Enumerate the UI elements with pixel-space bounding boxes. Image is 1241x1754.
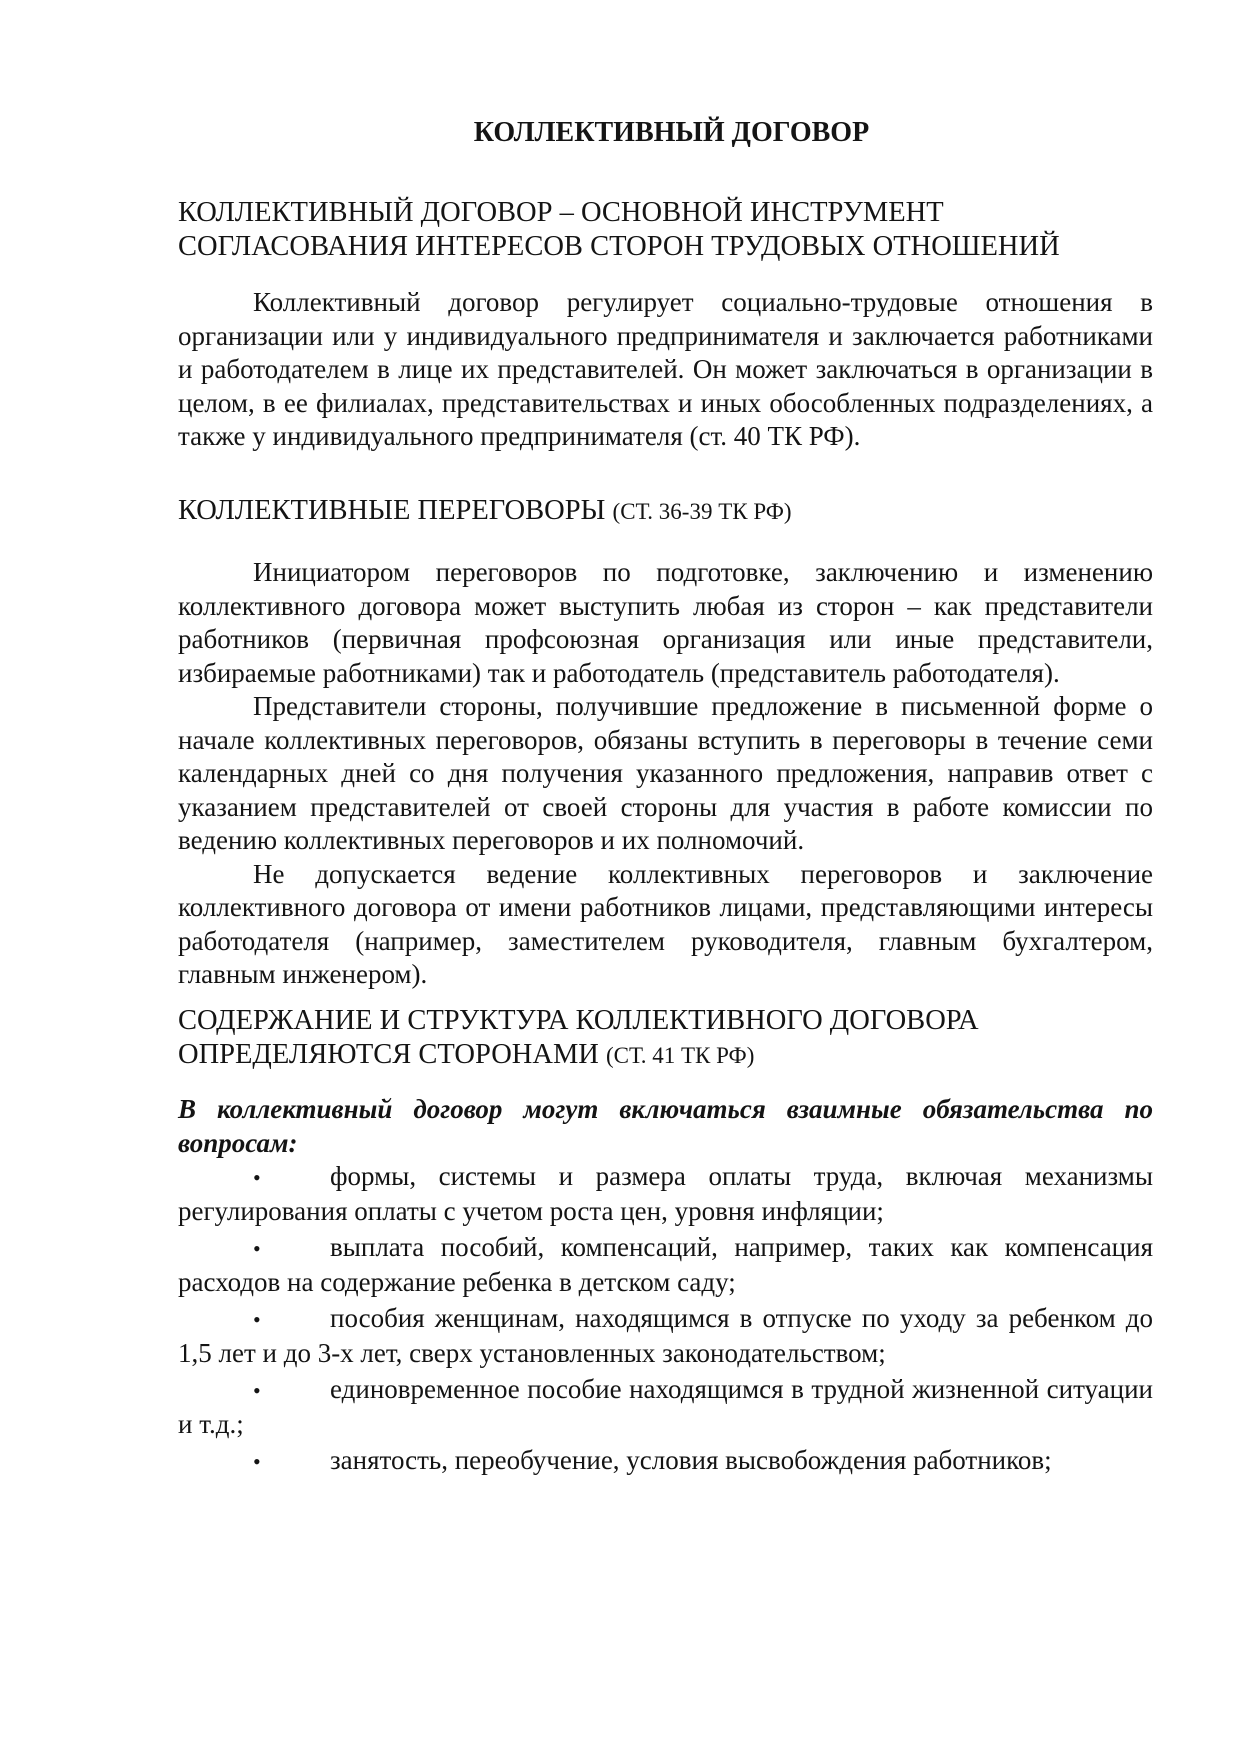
list-item: [178, 1373, 1153, 1441]
paragraph: Не допускается ведение коллективных переговоров и заключение коллективного договора от имени работников лицами, представляющими интересы работодателя (например, заместителем руководителя, главным бухгалтером, главным инженером).: [178, 858, 1153, 989]
section2-heading: [178, 494, 1153, 529]
list-item-text: формы, системы и размера оплаты труда, включая механизмы регулирования оплаты с учетом роста цен, уровня инфляции;: [178, 1161, 1153, 1226]
section3-heading-line1: СОДЕРЖАНИЕ И СТРУКТУРА КОЛЛЕКТИВНОГО ДОГОВОРА: [178, 1005, 979, 1036]
section3-heading-line2: ОПРЕДЕЛЯЮТСЯ СТОРОНАМИ: [178, 1039, 599, 1070]
bullet-icon: •: [253, 1307, 261, 1332]
list-item-text: единовременное пособие находящимся в трудной жизненной ситуации и т.д.;: [178, 1374, 1153, 1439]
section1-body: [178, 286, 1153, 454]
bullet-icon: •: [253, 1236, 261, 1261]
section2-heading-ref: (СТ. 36-39 ТК РФ): [612, 499, 792, 524]
section2-body: [178, 556, 1153, 992]
bullet-icon: •: [253, 1449, 261, 1474]
list-item: [178, 1444, 1153, 1479]
bullet-icon: •: [253, 1378, 261, 1403]
section3-heading-ref: (СТ. 41 ТК РФ): [606, 1043, 755, 1068]
section3-body: [178, 1093, 1153, 1482]
list-item-text: занятость, переобучение, условия высвобождения работников;: [330, 1445, 1052, 1475]
section1-heading: [178, 196, 1153, 264]
list-item-text: пособия женщинам, находящимся в отпуске по уходу за ребенком до 1,5 лет и до 3-х лет, сверх установленных законодательством;: [178, 1303, 1153, 1368]
section1-heading-line1: КОЛЛЕКТИВНЫЙ ДОГОВОР – ОСНОВНОЙ ИНСТРУМЕНТ: [178, 197, 944, 228]
list-item-text: выплата пособий, компенсаций, например, таких как компенсация расходов на содержание ребенка в детском саду;: [178, 1232, 1153, 1297]
section1-heading-line2: СОГЛАСОВАНИЯ ИНТЕРЕСОВ СТОРОН ТРУДОВЫХ ОТНОШЕНИЙ: [178, 231, 1060, 262]
section3-heading: [178, 1004, 1153, 1073]
lead-paragraph: В коллективный договор могут включаться взаимные обязательства по вопросам:: [178, 1094, 1153, 1158]
obligations-list: [178, 1160, 1153, 1479]
paragraph: Представители стороны, получившие предложение в письменной форме о начале коллективных переговоров, обязаны вступить в переговоры в течение семи календарных дней со дня получения указанного предложения, направив ответ с указанием представителей от своей стороны для участия в работе комиссии по ведению коллективных переговоров и их полномочий.: [178, 691, 1153, 855]
document-title: КОЛЛЕКТИВНЫЙ ДОГОВОР: [473, 117, 870, 148]
bullet-icon: •: [253, 1165, 261, 1190]
section2-heading-text: КОЛЛЕКТИВНЫЕ ПЕРЕГОВОРЫ: [178, 495, 606, 526]
list-item: [178, 1160, 1153, 1228]
paragraph: Коллективный договор регулирует социально-трудовые отношения в организации или у индивидуального предпринимателя и заключается работниками и работодателем в лице их представителей. Он может заключаться в организации в целом, в ее филиалах, представительствах и иных обособленных подразделениях, а также у индивидуального предпринимателя (ст. 40 ТК РФ).: [178, 287, 1153, 451]
list-item: [178, 1231, 1153, 1299]
paragraph: Инициатором переговоров по подготовке, заключению и изменению коллективного договора может выступить любая из сторон – как представители работников (первичная профсоюзная организация или иные представители, избираемые работниками) так и работодатель (представитель работодателя).: [178, 557, 1153, 688]
list-item: [178, 1302, 1153, 1370]
